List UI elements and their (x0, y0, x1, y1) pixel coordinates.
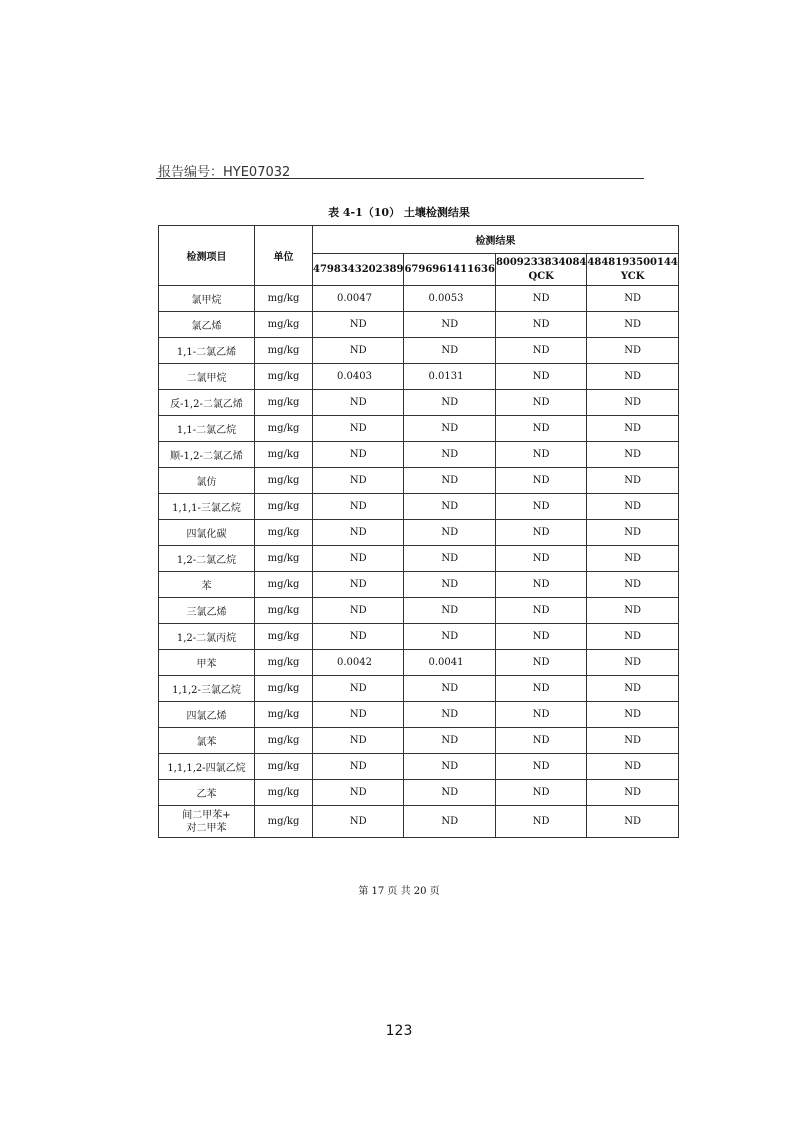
unit-cell: mg/kg (255, 442, 313, 468)
header-sample-id: 4848193500144 YCK (587, 254, 678, 286)
analyte-name: 1,1,1,2-四氯乙烷 (159, 754, 255, 780)
table-row (159, 494, 679, 520)
table-row (159, 546, 679, 572)
result-value: ND (495, 702, 586, 728)
unit-cell: mg/kg (255, 338, 313, 364)
result-value: ND (495, 650, 586, 676)
table-row (159, 728, 679, 754)
table-row (159, 312, 679, 338)
result-value: ND (495, 468, 586, 494)
result-value: ND (313, 520, 404, 546)
table-row (159, 702, 679, 728)
result-value: ND (313, 598, 404, 624)
header-sample-id: 8009233834084 QCK (495, 254, 586, 286)
table-row (159, 338, 679, 364)
result-value: ND (495, 572, 586, 598)
analyte-name: 氯甲烷 (159, 286, 255, 312)
result-value: ND (404, 338, 495, 364)
table-row (159, 364, 679, 390)
analyte-name: 1,1,1-三氯乙烷 (159, 494, 255, 520)
analyte-name: 四氯化碳 (159, 520, 255, 546)
header-sample-id: 4798343202389 (313, 254, 404, 286)
result-value: ND (404, 572, 495, 598)
table-row (159, 676, 679, 702)
result-value: ND (313, 546, 404, 572)
analyte-name: 氯苯 (159, 728, 255, 754)
header-unit: 单位 (255, 226, 313, 286)
result-value: ND (404, 442, 495, 468)
result-value: ND (313, 676, 404, 702)
result-value: ND (495, 494, 586, 520)
result-value: ND (404, 520, 495, 546)
table-row (159, 416, 679, 442)
result-value: 0.0053 (404, 286, 495, 312)
unit-cell: mg/kg (255, 754, 313, 780)
result-value: ND (587, 364, 678, 390)
header-divider (156, 178, 644, 179)
result-value: ND (587, 286, 678, 312)
result-value: ND (404, 468, 495, 494)
result-value: ND (404, 806, 495, 838)
result-value: ND (313, 338, 404, 364)
result-value: ND (404, 312, 495, 338)
analyte-name: 1,2-二氯乙烷 (159, 546, 255, 572)
result-value: ND (495, 728, 586, 754)
result-value: ND (404, 728, 495, 754)
result-value: ND (495, 312, 586, 338)
result-value: ND (587, 702, 678, 728)
result-value: ND (587, 390, 678, 416)
analyte-name: 苯 (159, 572, 255, 598)
result-value: ND (587, 442, 678, 468)
result-value: ND (495, 416, 586, 442)
table-row (159, 806, 679, 838)
unit-cell: mg/kg (255, 312, 313, 338)
analyte-name: 甲苯 (159, 650, 255, 676)
unit-cell: mg/kg (255, 702, 313, 728)
unit-cell: mg/kg (255, 468, 313, 494)
result-value: ND (313, 312, 404, 338)
unit-cell: mg/kg (255, 806, 313, 838)
result-value: 0.0403 (313, 364, 404, 390)
analyte-name: 三氯乙烯 (159, 598, 255, 624)
result-value: ND (587, 780, 678, 806)
unit-cell: mg/kg (255, 780, 313, 806)
analyte-name: 氯仿 (159, 468, 255, 494)
table-row (159, 572, 679, 598)
unit-cell: mg/kg (255, 728, 313, 754)
result-value: ND (313, 468, 404, 494)
table-row (159, 754, 679, 780)
result-value: 0.0047 (313, 286, 404, 312)
analyte-name: 顺-1,2-二氯乙烯 (159, 442, 255, 468)
page-number: 123 (385, 1023, 413, 1039)
result-value: ND (495, 780, 586, 806)
result-value: ND (313, 728, 404, 754)
analyte-name: 四氯乙烯 (159, 702, 255, 728)
result-value: ND (495, 390, 586, 416)
result-value: ND (495, 364, 586, 390)
result-value: ND (404, 390, 495, 416)
result-value: ND (587, 624, 678, 650)
unit-cell: mg/kg (255, 650, 313, 676)
soil-results-table (158, 225, 679, 838)
analyte-name: 反-1,2-二氯乙烯 (159, 390, 255, 416)
result-value: 0.0042 (313, 650, 404, 676)
result-value: ND (495, 286, 586, 312)
result-value: ND (404, 780, 495, 806)
result-value: ND (587, 676, 678, 702)
unit-cell: mg/kg (255, 624, 313, 650)
result-value: ND (313, 780, 404, 806)
unit-cell: mg/kg (255, 676, 313, 702)
analyte-name: 1,2-二氯丙烷 (159, 624, 255, 650)
result-value: ND (495, 754, 586, 780)
header-result-group: 检测结果 (313, 226, 679, 254)
result-value: ND (313, 442, 404, 468)
result-value: ND (495, 676, 586, 702)
result-value: ND (313, 806, 404, 838)
result-value: ND (587, 728, 678, 754)
unit-cell: mg/kg (255, 494, 313, 520)
result-value: ND (587, 312, 678, 338)
table-row (159, 624, 679, 650)
result-value: 0.0131 (404, 364, 495, 390)
result-value: ND (587, 754, 678, 780)
result-value: ND (404, 754, 495, 780)
table-row (159, 390, 679, 416)
unit-cell: mg/kg (255, 416, 313, 442)
result-value: ND (587, 468, 678, 494)
unit-cell: mg/kg (255, 286, 313, 312)
result-value: ND (495, 598, 586, 624)
analyte-name: 氯乙烯 (159, 312, 255, 338)
result-value: ND (313, 572, 404, 598)
result-value: ND (313, 494, 404, 520)
result-value: ND (587, 650, 678, 676)
table-row (159, 650, 679, 676)
analyte-name: 1,1-二氯乙烯 (159, 338, 255, 364)
result-value: ND (587, 416, 678, 442)
result-value: ND (587, 572, 678, 598)
result-value: ND (587, 806, 678, 838)
result-value: ND (404, 702, 495, 728)
page-info: 第 17 页 共 20 页 (358, 886, 440, 897)
result-value: ND (495, 442, 586, 468)
report-number: 报告编号：HYE07032 (158, 165, 291, 180)
unit-cell: mg/kg (255, 364, 313, 390)
unit-cell: mg/kg (255, 598, 313, 624)
analyte-name: 1,1-二氯乙烷 (159, 416, 255, 442)
analyte-name: 1,1,2-三氯乙烷 (159, 676, 255, 702)
result-value: 0.0041 (404, 650, 495, 676)
unit-cell: mg/kg (255, 520, 313, 546)
result-value: ND (495, 338, 586, 364)
result-value: ND (313, 702, 404, 728)
result-value: ND (404, 416, 495, 442)
result-value: ND (495, 546, 586, 572)
table-row (159, 286, 679, 312)
result-value: ND (587, 520, 678, 546)
analyte-name: 二氯甲烷 (159, 364, 255, 390)
result-value: ND (404, 494, 495, 520)
header-sample-id: 6796961411636 (404, 254, 495, 286)
result-value: ND (495, 520, 586, 546)
result-value: ND (495, 806, 586, 838)
result-value: ND (587, 338, 678, 364)
unit-cell: mg/kg (255, 572, 313, 598)
table-row (159, 520, 679, 546)
analyte-name: 乙苯 (159, 780, 255, 806)
table-row (159, 468, 679, 494)
table-caption: 表 4-1（10） 土壤检测结果 (328, 206, 470, 219)
unit-cell: mg/kg (255, 390, 313, 416)
analyte-name: 间二甲苯+ 对二甲苯 (159, 806, 255, 838)
result-value: ND (404, 546, 495, 572)
table-row (159, 442, 679, 468)
result-value: ND (404, 598, 495, 624)
header-item: 检测项目 (159, 226, 255, 286)
result-value: ND (404, 624, 495, 650)
result-value: ND (587, 494, 678, 520)
result-value: ND (313, 416, 404, 442)
unit-cell: mg/kg (255, 546, 313, 572)
result-value: ND (313, 624, 404, 650)
result-value: ND (587, 598, 678, 624)
result-value: ND (404, 676, 495, 702)
table-row (159, 598, 679, 624)
table-row (159, 780, 679, 806)
result-value: ND (495, 624, 586, 650)
result-value: ND (313, 754, 404, 780)
result-value: ND (587, 546, 678, 572)
result-value: ND (313, 390, 404, 416)
